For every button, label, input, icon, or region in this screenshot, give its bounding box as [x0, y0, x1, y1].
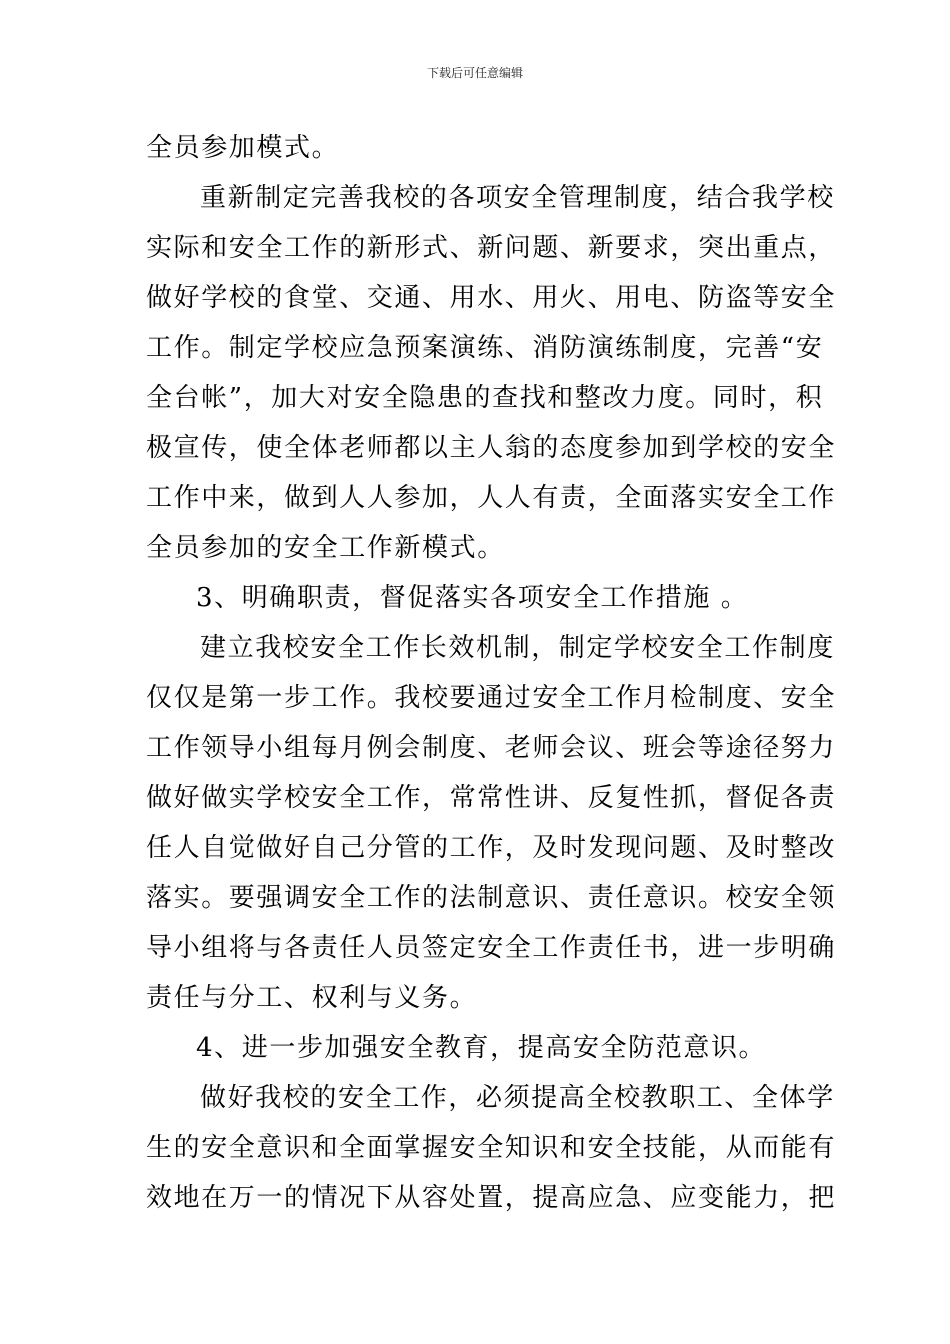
- text-line: 工作。制定学校应急预案演练、消防演练制度，完善“安: [146, 333, 824, 363]
- text-line: 做好做实学校安全工作，常常性讲、反复性抓，督促各责: [146, 783, 837, 813]
- text-line: 全台帐”，加大对安全隐患的查找和整改力度。同时，积: [146, 383, 824, 413]
- text-line: 仅仅是第一步工作。我校要通过安全工作月检制度、安全: [146, 683, 837, 713]
- paragraph-first-line: 建立我校安全工作长效机制，制定学校安全工作制度: [200, 633, 835, 663]
- text-line: 责任与分工、权利与义务。: [146, 983, 478, 1013]
- text-line: 实际和安全工作的新形式、新问题、新要求，突出重点，: [146, 233, 837, 263]
- page-header: 下载后可任意编辑: [426, 66, 523, 80]
- text-line: 导小组将与各责任人员签定安全工作责任书，进一步明确: [146, 933, 837, 963]
- text-line: 极宣传，使全体老师都以主人翁的态度参加到学校的安全: [146, 433, 837, 463]
- paragraph-first-line: 做好我校的安全工作，必须提高全校教职工、全体学: [200, 1083, 835, 1113]
- section-heading-4: 4、进一步加强安全教育，提高安全防范意识。: [196, 1033, 767, 1063]
- text-line: 工作中来，做到人人参加，人人有责，全面落实安全工作: [146, 483, 837, 513]
- text-line: 生的安全意识和全面掌握安全知识和安全技能，从而能有: [146, 1133, 837, 1163]
- text-line: 做好学校的食堂、交通、用水、用火、用电、防盗等安全: [146, 283, 837, 313]
- text-line: 落实。要强调安全工作的法制意识、责任意识。校安全领: [146, 883, 837, 913]
- text-line: 效地在万一的情况下从容处置，提高应急、应变能力，把: [146, 1183, 837, 1213]
- text-line: 全员参加模式。: [146, 133, 340, 163]
- text-line: 任人自觉做好自己分管的工作，及时发现问题、及时整改: [146, 833, 837, 863]
- text-line: 工作领导小组每月例会制度、老师会议、班会等途径努力: [146, 733, 837, 763]
- text-line: 全员参加的安全工作新模式。: [146, 533, 505, 563]
- section-heading-3: 3、明确职责，督促落实各项安全工作措施 。: [196, 583, 749, 613]
- paragraph-first-line: 重新制定完善我校的各项安全管理制度，结合我学校: [200, 183, 835, 213]
